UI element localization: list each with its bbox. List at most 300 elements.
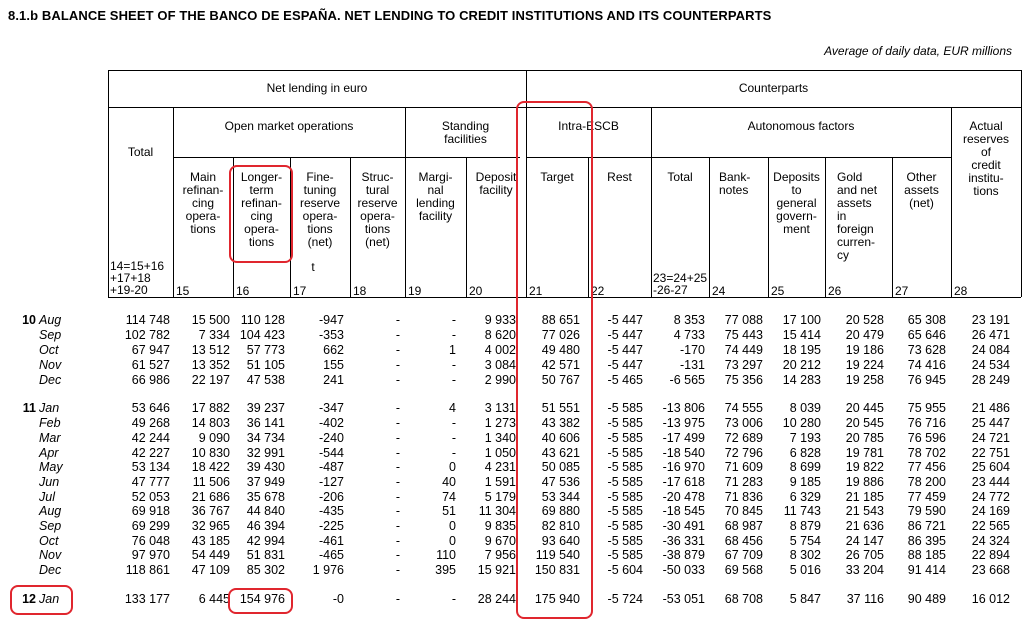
table-cell: 69 299 bbox=[131, 519, 170, 533]
table-cell: 77 026 bbox=[541, 328, 580, 342]
column-number: 15 bbox=[176, 284, 190, 298]
row-month: Aug bbox=[39, 313, 62, 327]
table-cell: 4 bbox=[449, 401, 456, 415]
table-cell: 23 668 bbox=[971, 563, 1010, 577]
table-cell: 110 bbox=[436, 548, 456, 562]
table-cell: 4 733 bbox=[673, 328, 705, 342]
table-cell: 72 689 bbox=[724, 431, 763, 445]
table-cell: -402 bbox=[318, 416, 344, 430]
table-cell: 43 621 bbox=[541, 446, 580, 460]
table-cell: 35 678 bbox=[246, 490, 285, 504]
header-af-total: Total bbox=[667, 170, 693, 184]
table-cell: -544 bbox=[318, 446, 344, 460]
table-cell: -5 585 bbox=[607, 460, 643, 474]
table-cell: 5 847 bbox=[789, 592, 821, 606]
table-cell: 8 620 bbox=[484, 328, 516, 342]
table-cell: 24 772 bbox=[971, 490, 1010, 504]
column-number: 27 bbox=[895, 284, 909, 298]
table-cell: 42 227 bbox=[131, 446, 170, 460]
table-cell: 5 179 bbox=[484, 490, 516, 504]
table-cell: 28 244 bbox=[477, 592, 516, 606]
table-cell: 1 591 bbox=[484, 475, 516, 489]
table-cell: - bbox=[395, 343, 400, 357]
table-cell: 39 237 bbox=[246, 401, 285, 415]
page-subtitle: Average of daily data, EUR millions bbox=[824, 44, 1012, 58]
row-month: Jan bbox=[39, 401, 60, 415]
table-cell: 19 258 bbox=[845, 373, 884, 387]
table-cell: 19 186 bbox=[845, 343, 884, 357]
table-cell: 0 bbox=[449, 534, 456, 548]
table-cell: 9 933 bbox=[484, 313, 516, 327]
table-cell: 19 886 bbox=[845, 475, 884, 489]
table-cell: -50 033 bbox=[662, 563, 705, 577]
table-cell: - bbox=[395, 548, 400, 562]
header-intra-escb: Intra-ESCB bbox=[558, 119, 619, 133]
header-main-refinancing: Main refinan- cing opera- tions bbox=[182, 170, 224, 236]
table-cell: 39 430 bbox=[246, 460, 285, 474]
table-cell: 14 803 bbox=[191, 416, 230, 430]
column-number: 24 bbox=[712, 284, 726, 298]
table-cell: 51 551 bbox=[541, 401, 580, 415]
table-cell: 32 965 bbox=[191, 519, 230, 533]
row-month: Sep bbox=[39, 328, 62, 342]
table-cell: 21 486 bbox=[971, 401, 1010, 415]
table-cell: 85 302 bbox=[246, 563, 285, 577]
table-cell: -5 585 bbox=[607, 519, 643, 533]
table-cell: -0 bbox=[332, 592, 344, 606]
table-cell: 114 748 bbox=[125, 313, 170, 327]
table-cell: 0 bbox=[449, 460, 456, 474]
table-cell: 395 bbox=[435, 563, 456, 577]
table-cell: - bbox=[451, 373, 456, 387]
table-cell: -17 499 bbox=[662, 431, 705, 445]
column-number: 28 bbox=[954, 284, 968, 298]
table-cell: -127 bbox=[318, 475, 344, 489]
table-cell: 68 987 bbox=[724, 519, 763, 533]
row-month: Dec bbox=[39, 373, 62, 387]
table-cell: -38 879 bbox=[662, 548, 705, 562]
table-cell: -353 bbox=[318, 328, 344, 342]
header-fine-tuning: Fine- tuning reserve opera- tions (net) bbox=[299, 170, 340, 249]
table-cell: 24 324 bbox=[971, 534, 1010, 548]
table-cell: 1 273 bbox=[484, 416, 516, 430]
table-cell: -5 585 bbox=[607, 446, 643, 460]
table-cell: 15 414 bbox=[782, 328, 821, 342]
table-cell: 110 128 bbox=[240, 313, 285, 327]
table-cell: 76 596 bbox=[907, 431, 946, 445]
table-cell: 22 894 bbox=[971, 548, 1010, 562]
table-cell: 67 709 bbox=[724, 548, 763, 562]
row-month: Nov bbox=[39, 548, 62, 562]
table-cell: -947 bbox=[318, 313, 344, 327]
table-cell: 75 955 bbox=[907, 401, 946, 415]
column-number: 17 bbox=[293, 284, 307, 298]
table-cell: 86 395 bbox=[907, 534, 946, 548]
table-cell: -5 585 bbox=[607, 475, 643, 489]
table-cell: 74 449 bbox=[724, 343, 763, 357]
table-cell: -13 975 bbox=[662, 416, 705, 430]
table-cell: -36 331 bbox=[662, 534, 705, 548]
table-cell: 17 100 bbox=[782, 313, 821, 327]
table-cell: 154 976 bbox=[239, 592, 285, 606]
table-cell: 22 565 bbox=[971, 519, 1010, 533]
table-cell: 102 782 bbox=[124, 328, 170, 342]
table-cell: 8 353 bbox=[673, 313, 705, 327]
table-cell: - bbox=[395, 446, 400, 460]
row-month: May bbox=[39, 460, 63, 474]
table-cell: 69 568 bbox=[724, 563, 763, 577]
table-cell: 20 785 bbox=[845, 431, 884, 445]
column-number: 22 bbox=[591, 284, 605, 298]
table-cell: 65 646 bbox=[907, 328, 946, 342]
table-cell: 155 bbox=[323, 358, 344, 372]
table-cell: 44 840 bbox=[246, 504, 285, 518]
table-cell: 47 538 bbox=[246, 373, 285, 387]
table-cell: 118 861 bbox=[125, 563, 170, 577]
table-cell: 7 956 bbox=[484, 548, 516, 562]
table-cell: - bbox=[451, 431, 456, 445]
column-number: 25 bbox=[771, 284, 785, 298]
table-cell: 36 141 bbox=[246, 416, 285, 430]
highlight-longer-term-header bbox=[229, 165, 293, 263]
table-cell: 52 053 bbox=[131, 490, 170, 504]
table-cell: 24 084 bbox=[971, 343, 1010, 357]
header-autonomous-factors: Autonomous factors bbox=[747, 119, 855, 133]
table-cell: 43 382 bbox=[541, 416, 580, 430]
table-cell: 50 085 bbox=[541, 460, 580, 474]
header-deposits-government: Deposits to general govern- ment bbox=[773, 170, 820, 236]
column-number: 16 bbox=[236, 284, 250, 298]
table-cell: 53 134 bbox=[131, 460, 170, 474]
table-cell: 79 590 bbox=[907, 504, 946, 518]
table-cell: - bbox=[451, 328, 456, 342]
table-cell: -18 545 bbox=[662, 504, 705, 518]
table-cell: 1 340 bbox=[484, 431, 516, 445]
page-title: 8.1.b BALANCE SHEET OF THE BANCO DE ESPAÑA. NET LENDING TO CREDIT INSTITUTIONS AND ITS COUNTERPARTS bbox=[8, 8, 772, 23]
table-cell: 47 777 bbox=[131, 475, 170, 489]
row-year: 12 bbox=[22, 592, 36, 606]
table-cell: 6 445 bbox=[198, 592, 230, 606]
table-cell: 33 204 bbox=[845, 563, 884, 577]
table-cell: - bbox=[451, 416, 456, 430]
table-cell: 18 195 bbox=[782, 343, 821, 357]
table-cell: 9 670 bbox=[484, 534, 516, 548]
table-cell: 69 880 bbox=[541, 504, 580, 518]
table-cell: 90 489 bbox=[907, 592, 946, 606]
row-year: 10 bbox=[22, 313, 36, 327]
table-cell: - bbox=[395, 534, 400, 548]
table-cell: 18 422 bbox=[191, 460, 230, 474]
table-cell: - bbox=[395, 358, 400, 372]
table-cell: 61 527 bbox=[131, 358, 170, 372]
table-cell: -347 bbox=[318, 401, 344, 415]
table-cell: 19 781 bbox=[845, 446, 884, 460]
table-cell: 69 918 bbox=[131, 504, 170, 518]
table-cell: 91 414 bbox=[907, 563, 946, 577]
header-rest: Rest bbox=[607, 170, 632, 184]
table-cell: -6 565 bbox=[669, 373, 705, 387]
table-cell: 15 500 bbox=[191, 313, 230, 327]
table-cell: 8 039 bbox=[789, 401, 821, 415]
table-cell: - bbox=[395, 475, 400, 489]
row-month: Jul bbox=[39, 490, 55, 504]
table-cell: -53 051 bbox=[662, 592, 705, 606]
formula-af-total: 23=24+25 -26-27 bbox=[653, 271, 708, 297]
table-cell: -5 604 bbox=[607, 563, 643, 577]
table-cell: -131 bbox=[679, 358, 705, 372]
table-cell: 13 352 bbox=[191, 358, 230, 372]
table-cell: 20 212 bbox=[782, 358, 821, 372]
table-cell: 16 012 bbox=[971, 592, 1010, 606]
table-cell: 21 543 bbox=[845, 504, 884, 518]
header-net-lending: Net lending in euro bbox=[266, 81, 368, 95]
table-cell: 26 705 bbox=[845, 548, 884, 562]
table-cell: - bbox=[395, 504, 400, 518]
table-cell: 11 506 bbox=[192, 475, 230, 489]
table-cell: 43 185 bbox=[191, 534, 230, 548]
table-cell: 6 828 bbox=[789, 446, 821, 460]
table-cell: - bbox=[395, 431, 400, 445]
table-cell: - bbox=[451, 592, 456, 606]
table-cell: 175 940 bbox=[534, 592, 580, 606]
table-cell: - bbox=[395, 313, 400, 327]
table-cell: -5 447 bbox=[607, 328, 643, 342]
table-cell: 37 949 bbox=[246, 475, 285, 489]
table-cell: 133 177 bbox=[124, 592, 170, 606]
row-month: Mar bbox=[39, 431, 61, 445]
table-cell: 14 283 bbox=[782, 373, 821, 387]
table-cell: 21 185 bbox=[845, 490, 884, 504]
table-cell: - bbox=[395, 519, 400, 533]
table-cell: 75 443 bbox=[724, 328, 763, 342]
table-cell: 1 976 bbox=[312, 563, 344, 577]
table-cell: - bbox=[395, 416, 400, 430]
table-cell: 51 831 bbox=[246, 548, 285, 562]
table-cell: 82 810 bbox=[541, 519, 580, 533]
table-cell: 72 796 bbox=[724, 446, 763, 460]
table-cell: -5 585 bbox=[607, 431, 643, 445]
table-cell: 71 283 bbox=[724, 475, 763, 489]
row-month: Aug bbox=[39, 504, 62, 518]
table-cell: 28 249 bbox=[971, 373, 1010, 387]
table-cell: 53 646 bbox=[131, 401, 170, 415]
table-cell: -170 bbox=[679, 343, 705, 357]
table-cell: 51 bbox=[442, 504, 456, 518]
table-cell: -5 447 bbox=[607, 313, 643, 327]
table-cell: 104 423 bbox=[239, 328, 285, 342]
table-cell: 71 609 bbox=[724, 460, 763, 474]
table-cell: - bbox=[395, 592, 400, 606]
table-cell: 13 512 bbox=[191, 343, 230, 357]
table-cell: 36 767 bbox=[191, 504, 230, 518]
row-month: Sep bbox=[39, 519, 62, 533]
header-total: Total bbox=[127, 145, 154, 159]
header-open-market-operations: Open market operations bbox=[224, 119, 354, 133]
table-cell: -5 724 bbox=[607, 592, 643, 606]
table-cell: -5 447 bbox=[607, 358, 643, 372]
table-cell: 3 131 bbox=[484, 401, 516, 415]
table-cell: 0 bbox=[449, 519, 456, 533]
table-cell: 32 991 bbox=[246, 446, 285, 460]
column-number: 19 bbox=[408, 284, 422, 298]
table-cell: 23 444 bbox=[971, 475, 1010, 489]
table-cell: 9 185 bbox=[789, 475, 821, 489]
table-cell: 57 773 bbox=[246, 343, 285, 357]
table-cell: 7 193 bbox=[789, 431, 821, 445]
header-standing-facilities: Standing facilities bbox=[441, 119, 490, 146]
table-cell: 662 bbox=[323, 343, 344, 357]
table-cell: -18 540 bbox=[662, 446, 705, 460]
column-number: 20 bbox=[469, 284, 483, 298]
table-cell: 42 244 bbox=[131, 431, 170, 445]
table-cell: 88 185 bbox=[907, 548, 946, 562]
table-cell: 20 545 bbox=[845, 416, 884, 430]
table-cell: 88 651 bbox=[541, 313, 580, 327]
table-cell: 22 197 bbox=[191, 373, 230, 387]
table-cell: 24 534 bbox=[971, 358, 1010, 372]
table-cell: -5 465 bbox=[607, 373, 643, 387]
table-cell: 77 088 bbox=[724, 313, 763, 327]
table-cell: 15 921 bbox=[477, 563, 516, 577]
header-marginal-lending: Margi- nal lending facility bbox=[416, 170, 455, 223]
table-cell: 10 830 bbox=[191, 446, 230, 460]
table-cell: 54 449 bbox=[191, 548, 230, 562]
table-cell: 74 bbox=[442, 490, 456, 504]
table-cell: 65 308 bbox=[907, 313, 946, 327]
table-cell: 70 845 bbox=[724, 504, 763, 518]
table-cell: 5 754 bbox=[789, 534, 821, 548]
table-cell: 75 356 bbox=[724, 373, 763, 387]
table-cell: 74 555 bbox=[724, 401, 763, 415]
table-cell: 8 302 bbox=[789, 548, 821, 562]
table-cell: 1 050 bbox=[484, 446, 516, 460]
row-month: Nov bbox=[39, 358, 62, 372]
table-cell: 150 831 bbox=[534, 563, 580, 577]
header-target: Target bbox=[540, 170, 574, 184]
table-cell: 8 879 bbox=[789, 519, 821, 533]
table-cell: 76 048 bbox=[131, 534, 170, 548]
table-cell: - bbox=[395, 563, 400, 577]
highlight-target-column bbox=[516, 101, 593, 619]
table-cell: 9 835 bbox=[484, 519, 516, 533]
header-structural: Struc- tural reserve opera- tions (net) bbox=[357, 170, 398, 249]
table-cell: 10 280 bbox=[782, 416, 821, 430]
table-cell: 4 002 bbox=[484, 343, 516, 357]
table-cell: 24 147 bbox=[845, 534, 884, 548]
table-cell: -13 806 bbox=[662, 401, 705, 415]
table-cell: - bbox=[395, 401, 400, 415]
table-cell: 71 836 bbox=[724, 490, 763, 504]
table-cell: 24 169 bbox=[971, 504, 1010, 518]
table-cell: 76 716 bbox=[907, 416, 946, 430]
table-cell: 73 628 bbox=[907, 343, 946, 357]
table-cell: 42 571 bbox=[541, 358, 580, 372]
table-cell: 9 090 bbox=[198, 431, 230, 445]
table-cell: 86 721 bbox=[907, 519, 946, 533]
table-cell: -17 618 bbox=[662, 475, 705, 489]
table-cell: 37 116 bbox=[846, 592, 884, 606]
row-month: Oct bbox=[39, 343, 59, 357]
column-number: 18 bbox=[353, 284, 367, 298]
table-cell: -435 bbox=[318, 504, 344, 518]
table-cell: 19 224 bbox=[845, 358, 884, 372]
row-month: Jun bbox=[39, 475, 60, 489]
table-cell: 34 734 bbox=[246, 431, 285, 445]
table-cell: 25 447 bbox=[971, 416, 1010, 430]
highlight-row-label-12-jan bbox=[10, 585, 73, 615]
table-cell: 77 456 bbox=[907, 460, 946, 474]
highlight-value-154976 bbox=[228, 588, 293, 614]
table-cell: 17 882 bbox=[191, 401, 230, 415]
table-cell: 5 016 bbox=[789, 563, 821, 577]
header-longer-term-refinancing: Longer- term refinan- cing opera- tions bbox=[240, 170, 283, 249]
table-cell: - bbox=[451, 313, 456, 327]
table-cell: 73 006 bbox=[724, 416, 763, 430]
table-cell: -5 447 bbox=[607, 343, 643, 357]
column-number: 21 bbox=[529, 284, 543, 298]
table-cell: 20 445 bbox=[845, 401, 884, 415]
table-cell: 21 686 bbox=[191, 490, 230, 504]
header-actual-reserves: Actual reserves of credit institu- tions bbox=[962, 119, 1009, 198]
row-month: Dec bbox=[39, 563, 62, 577]
table-cell: 23 191 bbox=[971, 313, 1010, 327]
table-cell: -30 491 bbox=[662, 519, 705, 533]
table-cell: - bbox=[451, 358, 456, 372]
table-cell: 47 109 bbox=[191, 563, 230, 577]
table-cell: 78 200 bbox=[907, 475, 946, 489]
table-cell: - bbox=[395, 490, 400, 504]
table-cell: -5 585 bbox=[607, 490, 643, 504]
table-cell: 93 640 bbox=[541, 534, 580, 548]
table-cell: -5 585 bbox=[607, 504, 643, 518]
table-cell: - bbox=[395, 460, 400, 474]
table-cell: 7 334 bbox=[198, 328, 230, 342]
table-cell: 50 767 bbox=[541, 373, 580, 387]
header-banknotes: Bank- notes bbox=[719, 170, 751, 197]
table-cell: 97 970 bbox=[131, 548, 170, 562]
table-cell: 22 751 bbox=[971, 446, 1010, 460]
table-cell: -487 bbox=[318, 460, 344, 474]
formula-total: 14=15+16 +17+18 +19-20 bbox=[110, 259, 165, 297]
header-counterparts: Counterparts bbox=[738, 81, 809, 95]
table-cell: 25 604 bbox=[971, 460, 1010, 474]
table-cell: -240 bbox=[318, 431, 344, 445]
table-cell: 73 297 bbox=[724, 358, 763, 372]
table-cell: 42 994 bbox=[246, 534, 285, 548]
table-cell: 49 480 bbox=[541, 343, 580, 357]
table-cell: 76 945 bbox=[907, 373, 946, 387]
table-cell: 53 344 bbox=[541, 490, 580, 504]
table-cell: 241 bbox=[323, 373, 344, 387]
table-cell: 68 708 bbox=[724, 592, 763, 606]
table-cell: 20 528 bbox=[845, 313, 884, 327]
table-cell: 4 231 bbox=[484, 460, 516, 474]
header-deposit-facility: Deposit facility bbox=[475, 170, 517, 197]
table-cell: 46 394 bbox=[246, 519, 285, 533]
table-cell: -16 970 bbox=[662, 460, 705, 474]
table-cell: 40 bbox=[442, 475, 456, 489]
table-cell: -225 bbox=[318, 519, 344, 533]
column-number: 26 bbox=[828, 284, 842, 298]
header-gold-foreign-assets: Gold and net assets in foreign curren- cy bbox=[837, 170, 878, 262]
table-cell: 26 471 bbox=[971, 328, 1010, 342]
row-month: Apr bbox=[39, 446, 59, 460]
table-cell: 2 990 bbox=[484, 373, 516, 387]
table-cell: 77 459 bbox=[907, 490, 946, 504]
table-cell: 51 105 bbox=[246, 358, 285, 372]
header-other-assets: Other assets (net) bbox=[904, 170, 939, 210]
table-cell: 68 456 bbox=[724, 534, 763, 548]
